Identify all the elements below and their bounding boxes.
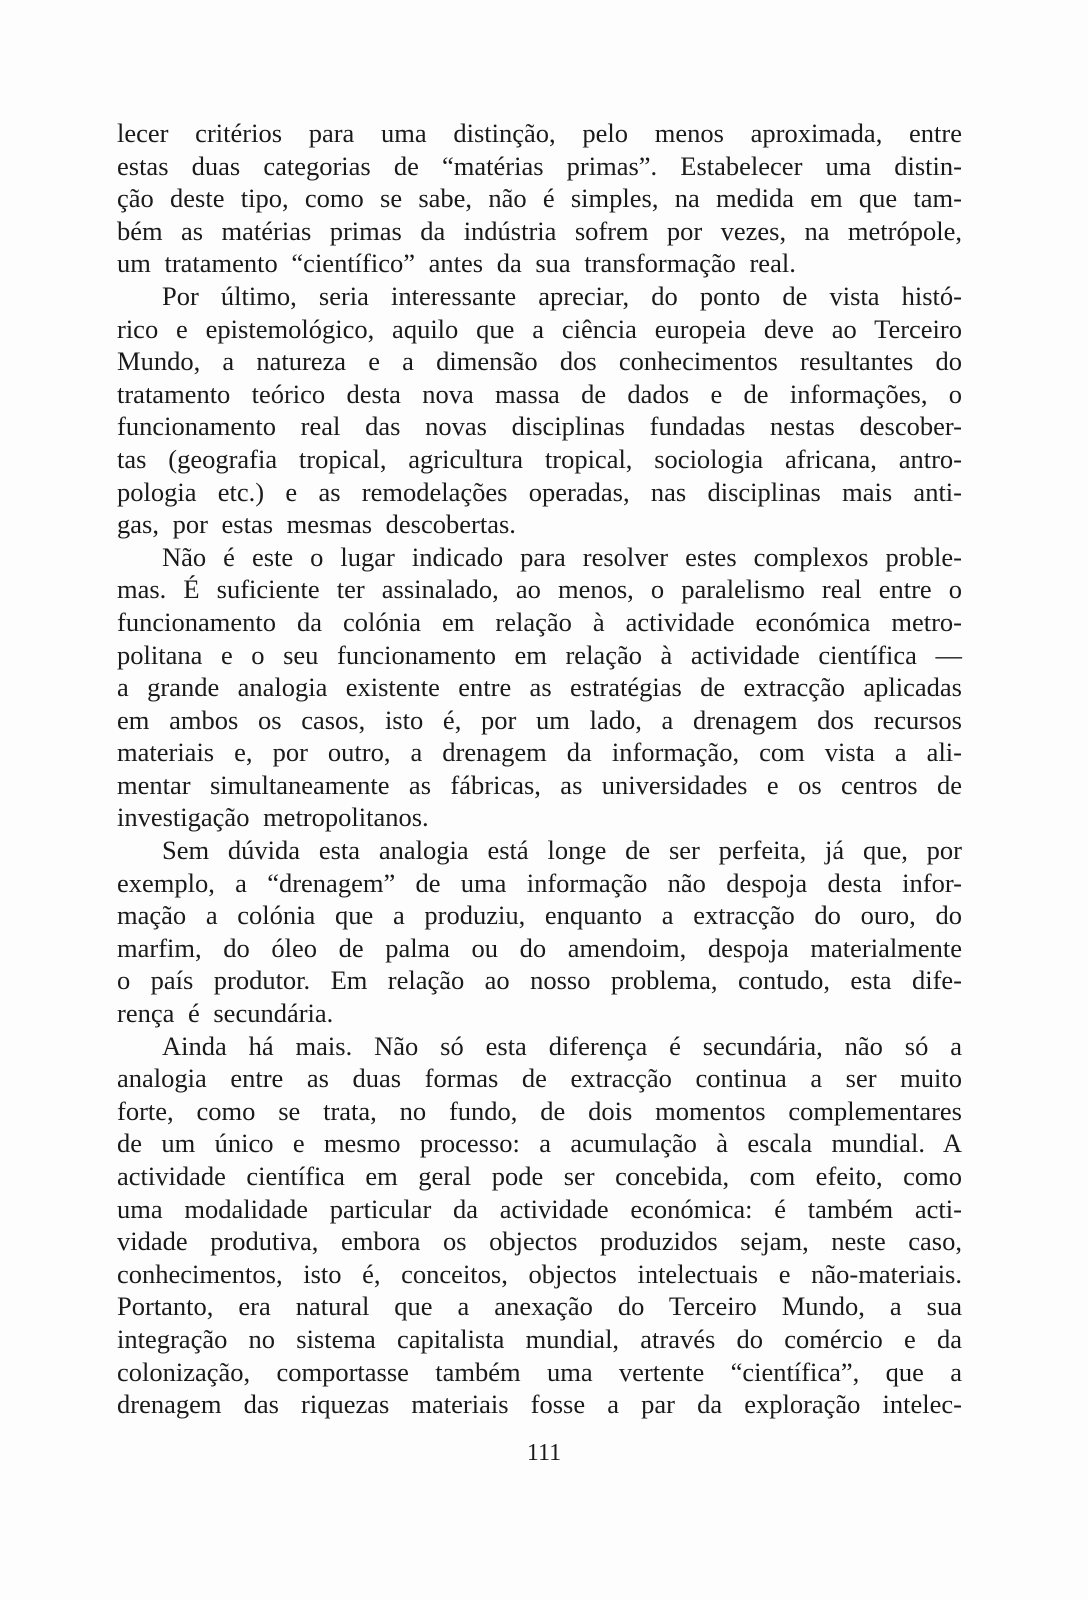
text-line: lecer critérios para uma distinção, pelo menos aproximada, entre <box>117 118 962 148</box>
text-line: materiais e, por outro, a drenagem da informação, com vista a ali- <box>117 737 962 768</box>
text-line: drenagem das riquezas materiais fosse a par da exploração intelec- <box>117 1389 962 1420</box>
paragraph <box>117 1030 962 1421</box>
text-line: funcionamento da colónia em relação à actividade económica metro- <box>117 606 962 637</box>
text-line: integração no sistema capitalista mundial, através do comércio e da <box>117 1323 962 1354</box>
text-line: colonização, comportasse também uma vertente “científica”, que a <box>117 1356 962 1387</box>
text-line: investigação metropolitanos. <box>117 802 429 833</box>
text-line: mentar simultaneamente as fábricas, as universidades e os centros de <box>117 769 962 800</box>
text-line: de um único e mesmo processo: a acumulação à escala mundial. A <box>117 1128 962 1159</box>
paragraph <box>117 541 962 834</box>
text-line: forte, como se trata, no fundo, de dois momentos complementares <box>117 1095 962 1126</box>
text-line: Ainda há mais. Não só esta diferença é secundária, não só a <box>162 1030 962 1061</box>
text-line: pologia etc.) e as remodelações operadas, nas disciplinas mais anti- <box>117 476 962 507</box>
text-line: politana e o seu funcionamento em relação à actividade científica — <box>117 639 962 670</box>
text-line: Portanto, era natural que a anexação do Terceiro Mundo, a sua <box>117 1291 962 1322</box>
text-line: bém as matérias primas da indústria sofrem por vezes, na metrópole, <box>117 215 962 246</box>
page-number: 111 <box>526 1440 562 1466</box>
text-line: exemplo, a “drenagem” de uma informação não despoja desta infor- <box>117 867 962 898</box>
body-text <box>117 117 962 1421</box>
text-line: Sem dúvida esta analogia está longe de ser perfeita, já que, por <box>162 835 962 866</box>
text-line: analogia entre as duas formas de extracção continua a ser muito <box>117 1063 962 1094</box>
text-line: uma modalidade particular da actividade económica: é também acti- <box>117 1193 962 1224</box>
text-line: a grande analogia existente entre as estratégias de extracção aplicadas <box>117 672 962 703</box>
text-line: tas (geografia tropical, agricultura tropical, sociologia africana, antro- <box>117 443 962 474</box>
text-line: tratamento teórico desta nova massa de dados e de informações, o <box>117 378 962 409</box>
text-line: o país produtor. Em relação ao nosso problema, contudo, esta dife- <box>117 965 962 996</box>
text-line: ção deste tipo, como se sabe, não é simples, na medida em que tam- <box>117 183 962 214</box>
text-line: marfim, do óleo de palma ou do amendoim, despoja materialmente <box>117 932 962 963</box>
text-line: conhecimentos, isto é, conceitos, objectos intelectuais e não-materiais. <box>117 1258 962 1289</box>
text-line: Mundo, a natureza e a dimensão dos conhecimentos resultantes do <box>117 346 962 377</box>
text-line: em ambos os casos, isto é, por um lado, a drenagem dos recursos <box>117 704 962 735</box>
paragraph <box>117 834 962 1030</box>
text-line: vidade produtiva, embora os objectos produzidos sejam, neste caso, <box>117 1226 962 1257</box>
text-line: estas duas categorias de “matérias primas”. Estabelecer uma distin- <box>117 150 962 181</box>
text-line: rico e epistemológico, aquilo que a ciência europeia deve ao Terceiro <box>117 313 962 344</box>
text-line: gas, por estas mesmas descobertas. <box>117 509 516 540</box>
text-line: Não é este o lugar indicado para resolver estes complexos proble- <box>162 541 962 572</box>
text-line: mas. É suficiente ter assinalado, ao menos, o paralelismo real entre o <box>117 574 962 605</box>
text-line: rença é secundária. <box>117 998 334 1029</box>
paragraph <box>117 117 962 280</box>
text-line: funcionamento real das novas disciplinas fundadas nestas descober- <box>117 411 962 442</box>
text-line: Por último, seria interessante apreciar, do ponto de vista histó- <box>162 280 962 311</box>
text-line: um tratamento “científico” antes da sua transformação real. <box>117 248 796 279</box>
paragraph <box>117 280 962 541</box>
text-line: actividade científica em geral pode ser concebida, com efeito, como <box>117 1161 962 1191</box>
text-line: mação a colónia que a produziu, enquanto a extracção do ouro, do <box>117 900 962 931</box>
